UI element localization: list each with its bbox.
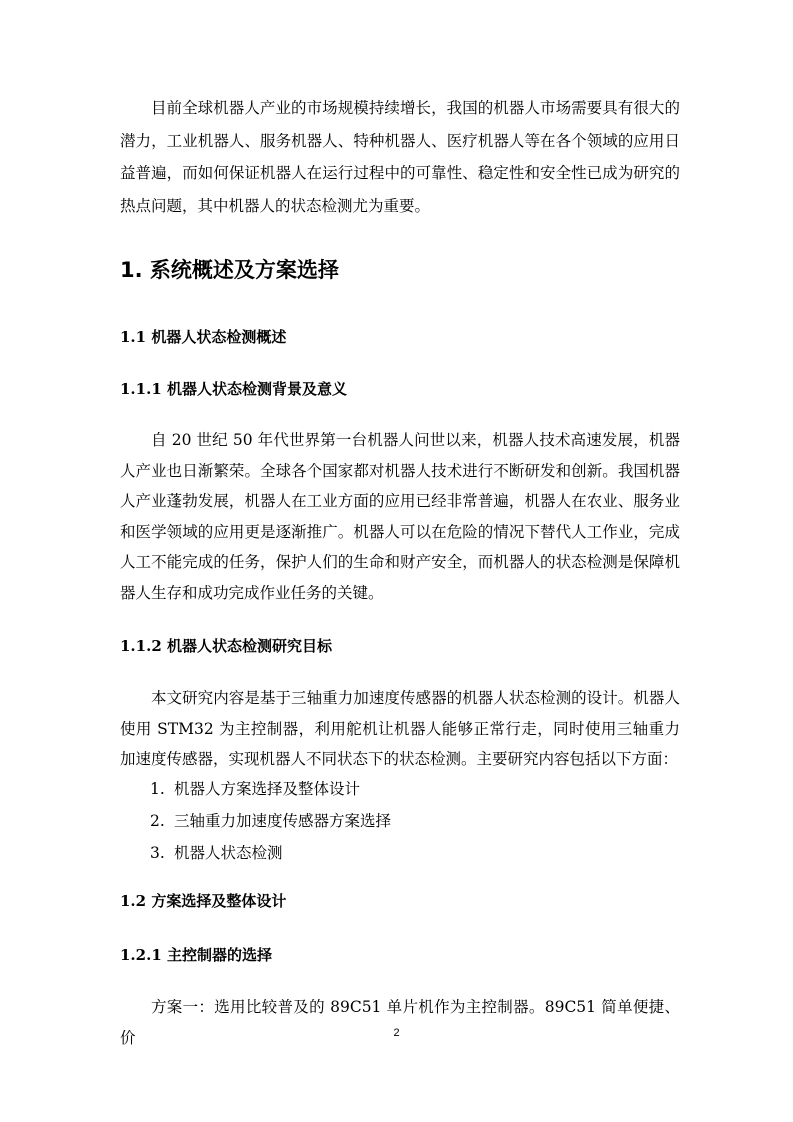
section-1-1-2-paragraph: 本文研究内容是基于三轴重力加速度传感器的机器人状态检测的设计。机器人使用 STM32 为主控制器，利用舵机让机器人能够正常行走，同时使用三轴重力加速度传感器，实现机器人不同状态下的状态检测。主要研究内容包括以下方面：: [120, 689, 680, 768]
list-item: [150, 837, 391, 869]
section-1-2-heading: 1.2 方案选择及整体设计: [120, 892, 287, 910]
list-item: [150, 805, 391, 837]
list-item-text: 机器人状态检测: [174, 844, 283, 862]
page-number: 2: [393, 1027, 400, 1039]
section-1-1-1-heading: 1.1.1 机器人状态检测背景及意义: [120, 380, 347, 398]
section-1-2-1-heading: 1.2.1 主控制器的选择: [120, 946, 272, 964]
list-item: [150, 773, 391, 805]
list-item-number: 3.: [150, 844, 165, 862]
section-1-1-2-heading: 1.1.2 机器人状态检测研究目标: [120, 637, 332, 655]
section-1-2-1-paragraph: 方案一：选用比较普及的 89C51 单片机作为主控制器。89C51 简单便捷、价: [120, 998, 680, 1047]
section-1-heading: 1. 系统概述及方案选择: [120, 258, 339, 282]
intro-paragraph: 目前全球机器人产业的市场规模持续增长，我国的机器人市场需要具有很大的潜力，工业机器人、服务机器人、特种机器人、医疗机器人等在各个领域的应用日益普遍，而如何保证机器人在运行过程中的可靠性、稳定性和安全性已成为研究的热点问题，其中机器人的状态检测尤为重要。: [120, 99, 680, 215]
list-item-text: 三轴重力加速度传感器方案选择: [174, 812, 392, 830]
list-item-number: 1.: [150, 780, 165, 798]
section-1-1-1-paragraph: 自 20 世纪 50 年代世界第一台机器人问世以来，机器人技术高速发展，机器人产业也日渐繁荣。全球各个国家都对机器人技术进行不断研发和创新。我国机器人产业蓬勃发展，机器人在工业方面的应用已经非常普遍，机器人在农业、服务业和医学领域的应用更是逐渐推广。机器人可以在危险的情况下替代人工作业，完成人工不能完成的任务，保护人们的生命和财产安全，而机器人的状态检测是保障机器人生存和成功完成作业任务的关键。: [120, 431, 680, 602]
research-content-list: [150, 773, 391, 869]
section-1-1-heading: 1.1 机器人状态检测概述: [120, 328, 287, 346]
list-item-text: 机器人方案选择及整体设计: [174, 780, 361, 798]
list-item-number: 2.: [150, 812, 165, 830]
